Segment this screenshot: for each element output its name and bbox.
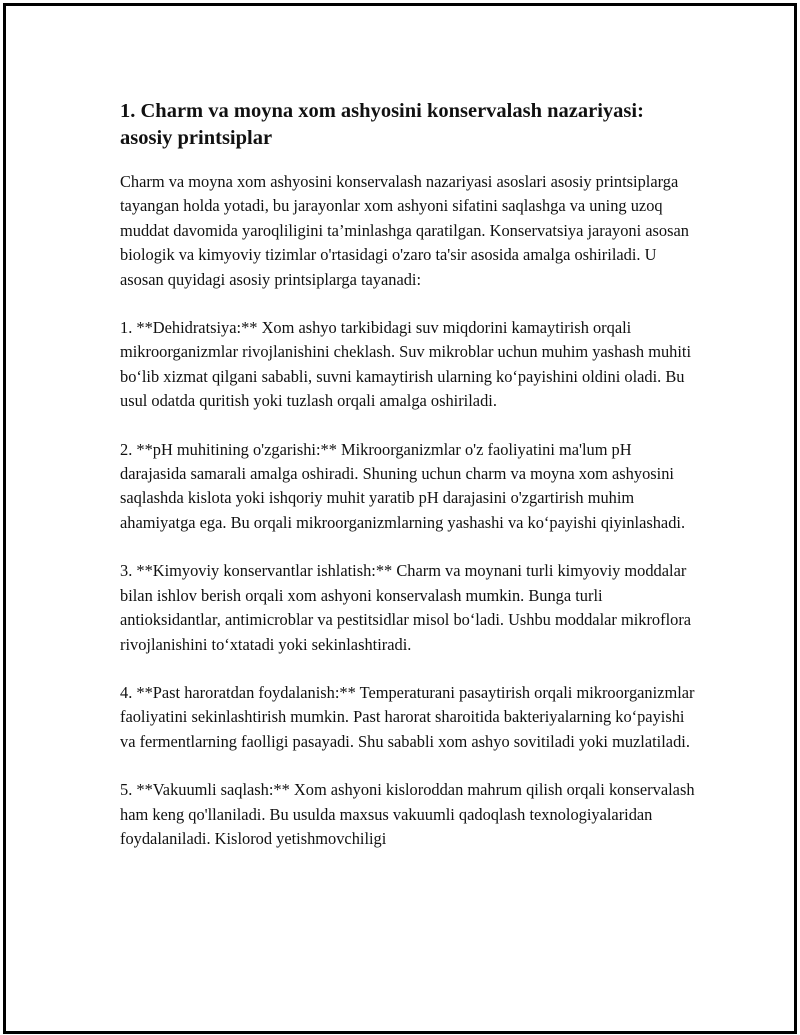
document-title: 1. Charm va moyna xom ashyosini konservalash nazariyasi: asosiy printsiplar xyxy=(120,100,644,149)
principle-ph-paragraph: 2. **pH muhitining o'zgarishi:** Mikroorganizmlar o'z faoliyatini ma'lum pH darajasida samarali amalga oshiradi. Shuning uchun charm va moyna xom ashyosini saqlashda kislota yoki ishqoriy muhit yaratib pH darajasini o'zgartirish muhim ahamiyatga ega. Bu orqali mikroorganizmlarning yashashi va koʻpayishi qiyinlashadi. xyxy=(120,439,686,532)
document-body xyxy=(120,98,700,875)
page-border xyxy=(3,3,797,1034)
principle-vacuum-paragraph: 5. **Vakuumli saqlash:** Xom ashyoni kisloroddan mahrum qilish orqali konservalash ham keng qo'llaniladi. Bu usulda maxsus vakuumli qadoqlash texnologiyalaridan foydalaniladi. Kislorod yetishmovchiligi xyxy=(120,780,699,848)
intro-paragraph: Charm va moyna xom ashyosini konservalash nazariyasi asoslari asosiy printsiplarga tayangan holda yotadi, bu jarayonlar xom ashyoni sifatini saqlashga va uning uzoq muddat davomida yaroqliligini ta’minlashga qaratilgan. Konservatsiya jarayoni asosan biologik va kimyoviy tizimlar o'rtasidagi o'zaro ta'sir asosida amalga oshiriladi. U asosan quyidagi asosiy printsiplarga tayanadi: xyxy=(120,172,694,289)
principle-low-temperature-paragraph: 4. **Past haroratdan foydalanish:** Temperaturani pasaytirish orqali mikroorganizmlar faoliyatini sekinlashtirish mumkin. Past harorat sharoitida bakteriyalarning koʻpayishi va fermentlarning faolligi pasayadi. Shu sababli xom ashyo sovitiladi yoki muzlatiladi. xyxy=(120,682,699,751)
principle-dehydration-paragraph: 1. **Dehidratsiya:** Xom ashyo tarkibidagi suv miqdorini kamaytirish orqali mikroorganizmlar rivojlanishini cheklash. Suv mikroblar uchun muhim yashash muhiti boʻlib xizmat qilgani sababli, suvni kamaytirish ularning koʻpayishini oldini oladi. Bu usul odatda quritish yoki tuzlash orqali amalga oshiriladi. xyxy=(120,318,696,411)
principle-chemical-preservatives-paragraph: 3. **Kimyoviy konservantlar ishlatish:** Charm va moynani turli kimyoviy moddalar bilan ishlov berish orqali xom ashyoni konservalash mumkin. Bunga turli antioksidantlar, antimicroblar va pestitsidlar misol boʻladi. Ushbu moddalar mikroflora rivojlanishini toʻxtatadi yoki sekinlashtiradi. xyxy=(120,561,696,654)
